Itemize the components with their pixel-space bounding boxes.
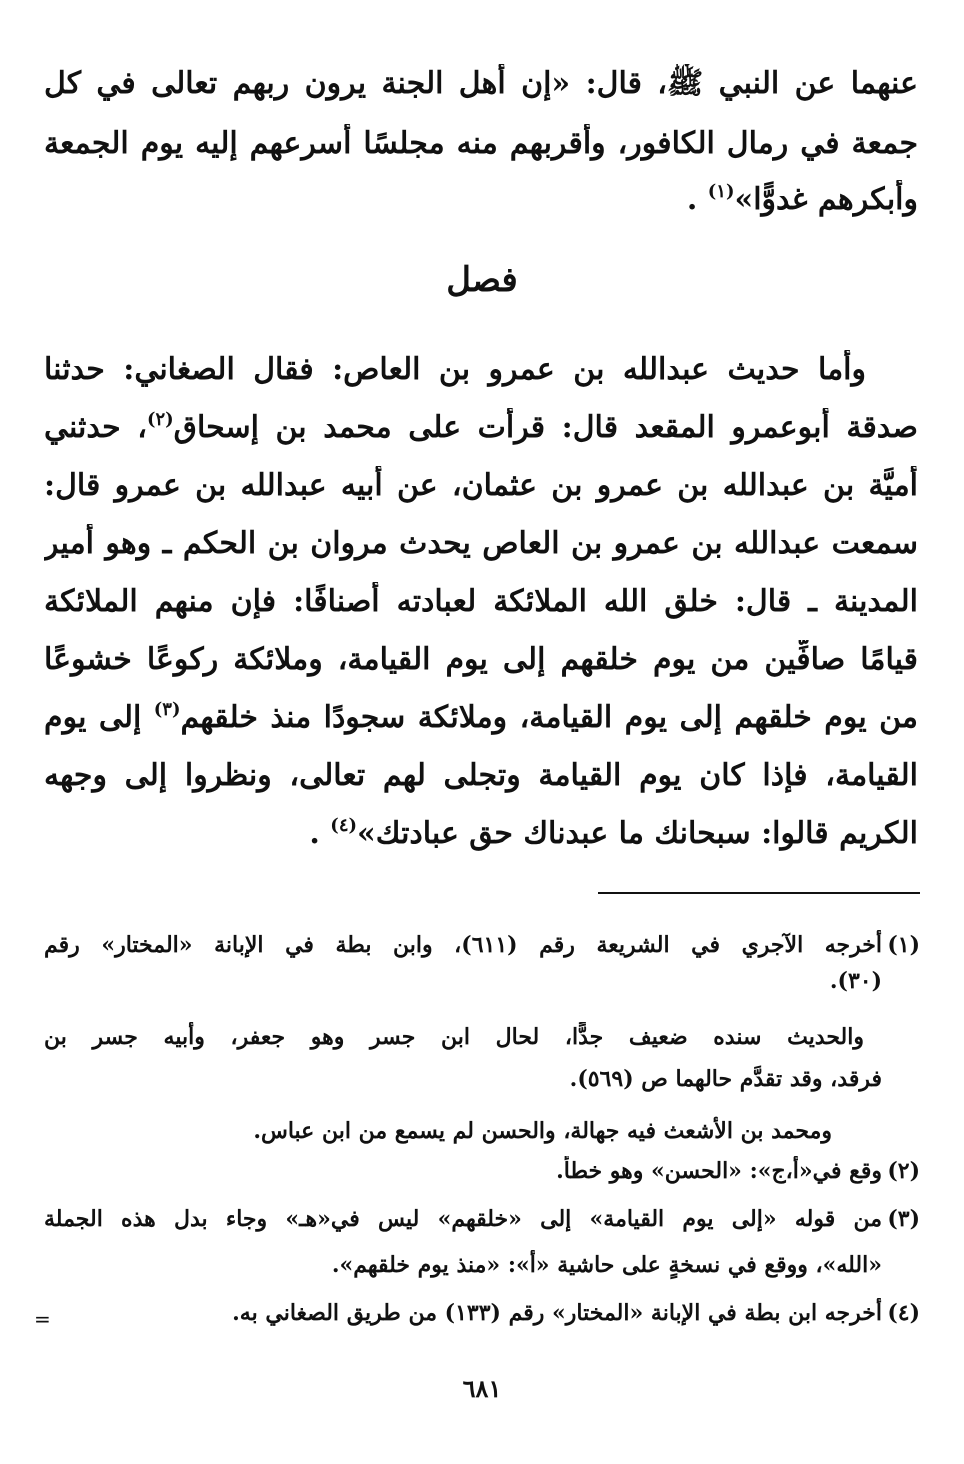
text-run: إلى يوم — [44, 700, 154, 735]
text-run: من يوم خلقهم إلى يوم القيامة، وملائكة سجودًا منذ خلقهم — [180, 700, 918, 735]
footnote-number-1: (١) — [887, 932, 920, 958]
main-paragraph-line-6 — [44, 640, 918, 680]
lead-heading-text: وأما حديث عبدالله بن عمرو بن العاص: — [332, 352, 866, 387]
footnote-ref-3: (٣) — [153, 699, 181, 720]
text-run: . — [309, 816, 331, 851]
footnote-number-2: (٢) — [887, 1158, 920, 1184]
footnote-1-para-3-line-1 — [44, 1116, 864, 1148]
footnote-ref-2: (٢) — [146, 409, 174, 430]
text-run: عنهما عن النبي ﷺ، قال: «إن أهل الجنة يرون ربهم تعالى في كل — [44, 66, 918, 101]
text-run: أخرجه ابن بطة في الإبانة «المختار» رقم (١٣٣) من طريق الصغاني به. — [232, 1300, 882, 1326]
text-run: «الله»، ووقع في نسخةٍ على حاشية «أ»: «منذ يوم خلقهم». — [331, 1252, 882, 1278]
page-number: ٦٨١ — [462, 1374, 502, 1403]
top-paragraph-line-1 — [44, 64, 918, 104]
text-run: جمعة في رمال الكافور، وأقربهم منه مجلسًا أسرعهم إليه يوم الجمعة — [44, 126, 918, 161]
main-paragraph-line-8 — [44, 756, 918, 796]
footnote-4-line-1 — [44, 1298, 882, 1330]
main-paragraph-line-4 — [44, 524, 918, 564]
text-run: قيامًا صافِّين من يوم خلقهم إلى يوم القيامة، وملائكة ركوعًا خشوعًا — [44, 642, 918, 677]
section-heading: فصل — [446, 260, 518, 300]
footnote-1-para-2-line-2 — [44, 1064, 882, 1096]
text-run: من قوله «إلى يوم القيامة» إلى «خلقهم» ليس في«هـ» وجاء بدل هذه الجملة — [44, 1206, 882, 1232]
footnote-3-line-1 — [44, 1204, 882, 1236]
footnote-number-3: (٣) — [887, 1206, 920, 1232]
text-run: ومحمد بن الأشعث فيه جهالة، والحسن لم يسمع من ابن عباس. — [253, 1118, 832, 1144]
text-run: وقع في«أ،ج»: «الحسن» وهو خطأ. — [556, 1158, 882, 1184]
text-run: (٣٠). — [829, 968, 882, 994]
text-run: الكريم قالوا: سبحانك ما عبدناك حق عبادتك» — [357, 816, 918, 851]
text-run: المدينة ـ قال: خلق الله الملائكة لعبادته أصنافًا: فإن منهم الملائكة — [44, 584, 918, 619]
text-run: صدقة أبوعمرو المقعد قال: قرأت على محمد بن إسحاق — [173, 410, 918, 445]
continuation-mark: = — [34, 1307, 51, 1331]
main-paragraph-line-2 — [44, 408, 918, 448]
text-run: وأبكرهم غدوًّا» — [734, 182, 918, 217]
footnote-1-para-2-line-1 — [44, 1022, 864, 1054]
text-run: القيامة، فإذا كان يوم القيامة وتجلى لهم تعالى، ونظروا إلى وجهه — [44, 758, 918, 793]
footnote-2-line-1 — [44, 1156, 882, 1188]
footnote-3-line-2 — [44, 1250, 882, 1282]
footnote-1-line-1 — [44, 930, 882, 962]
main-paragraph-line-5 — [44, 582, 918, 622]
text-run: فقال الصغاني: حدثنا — [44, 352, 333, 387]
text-run: سمعت عبدالله بن عمرو بن العاص يحدث مروان بن الحكم ـ وهو أمير — [44, 526, 918, 561]
main-paragraph-line-1 — [44, 350, 918, 390]
text-run: ، حدثني — [44, 410, 147, 445]
top-paragraph-line-2 — [44, 124, 918, 164]
footnote-1-line-2 — [44, 966, 882, 998]
text-run: فرقد، وقد تقدَّم حالهما ص (٥٦٩). — [569, 1066, 882, 1092]
text-run: والحديث سنده ضعيف جدًّا، لحال ابن جسر وهو جعفر، وأبيه جسر بن — [44, 1024, 864, 1050]
footnote-number-4: (٤) — [887, 1300, 920, 1326]
footnote-ref-1: (١) — [707, 181, 735, 202]
main-paragraph-line-3 — [44, 466, 918, 506]
text-run: أخرجه الآجري في الشريعة رقم (٦١١)، وابن بطة في الإبانة «المختار» رقم — [44, 932, 882, 958]
text-run: . — [686, 182, 708, 217]
text-run: أُميَّة بن عبدالله بن عمرو بن عثمان، عن أبيه عبدالله بن عمرو قال: — [44, 468, 918, 503]
main-paragraph-line-7 — [44, 698, 918, 738]
footnote-ref-4: (٤) — [330, 815, 358, 836]
top-paragraph-line-3 — [44, 180, 918, 220]
main-paragraph-line-9 — [44, 814, 918, 854]
footnote-separator — [598, 892, 920, 894]
